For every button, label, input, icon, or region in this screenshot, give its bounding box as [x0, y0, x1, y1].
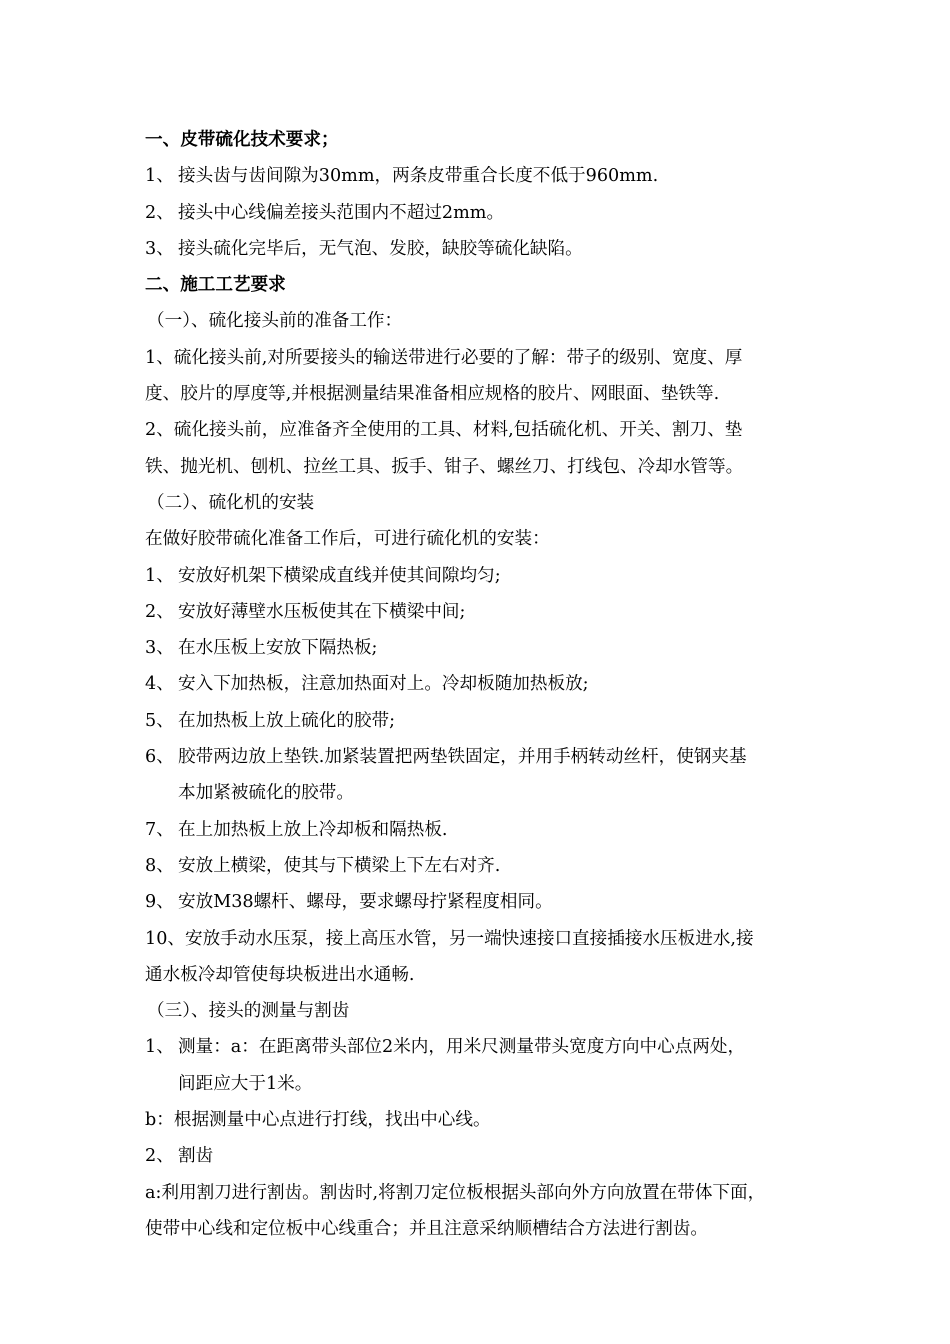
part3-measure-b: b：根据测量中心点进行打线，找出中心线。: [145, 1110, 491, 1131]
item-text: 在水压板上安放下隔热板;: [178, 638, 378, 659]
item-number: 2、: [145, 1146, 174, 1167]
part2-item: [145, 739, 835, 775]
part2-item: [145, 594, 835, 630]
item-text: 安放好机架下横梁成直线并使其间隙均匀;: [178, 565, 501, 586]
item-text: 接头齿与齿间隙为30mm，两条皮带重合长度不低于960mm.: [178, 166, 659, 187]
item-text: 安放好薄壁水压板使其在下横梁中间;: [178, 601, 466, 622]
part3-measure-continuation: 间距应大于1米。: [178, 1073, 313, 1094]
item-number: 4、: [145, 674, 174, 695]
section1-item-2: [145, 195, 835, 231]
item-number: 6、: [145, 747, 174, 768]
part2-title: （二）、硫化机的安装: [147, 492, 315, 513]
item-text: 在加热板上放上硫化的胶带;: [178, 710, 396, 731]
item-text: 在上加热板上放上冷却板和隔热板.: [178, 819, 448, 840]
item-text: 安入下加热板，注意加热面对上。冷却板随加热板放;: [178, 674, 589, 695]
part2-item: [145, 630, 835, 666]
part2-item: [145, 884, 835, 920]
part2-item-continuation: [145, 775, 835, 811]
item-number: 7、: [145, 819, 174, 840]
part2-item: [145, 848, 835, 884]
item-text: 胶带两边放上垫铁.加紧装置把两垫铁固定，并用手柄转动丝杆，使钢夹基: [178, 747, 747, 768]
part2-item: [145, 703, 835, 739]
item-number: 5、: [145, 710, 174, 731]
part1-line: 度、胶片的厚度等,并根据测量结果准备相应规格的胶片、网眼面、垫铁等.: [145, 384, 720, 405]
item-text: 割齿: [178, 1146, 214, 1167]
part3-title: （三）、接头的测量与割齿: [147, 1001, 350, 1022]
section1-item-3: [145, 231, 835, 267]
item-text: 接头中心线偏差接头范围内不超过2mm。: [178, 202, 505, 223]
part3-cut-line: a:利用割刀进行割齿。割齿时,将割刀定位板根据头部向外方向放置在带体下面，: [145, 1182, 766, 1203]
item-number: 8、: [145, 855, 174, 876]
item-text: 本加紧被硫化的胶带。: [178, 783, 354, 804]
part2-intro: 在做好胶带硫化准备工作后，可进行硫化机的安装：: [145, 529, 550, 550]
part1-title: （一）、硫化接头前的准备工作：: [147, 311, 403, 332]
item-number: 2、: [145, 202, 174, 223]
item-number: 9、: [145, 892, 174, 913]
item-number: 1、: [145, 565, 174, 586]
item-text: 接头硫化完毕后，无气泡、发胶，缺胶等硫化缺陷。: [178, 238, 583, 259]
part1-line: 铁、抛光机、刨机、拉丝工具、扳手、钳子、螺丝刀、打线包、冷却水管等。: [145, 456, 744, 477]
item-text: 安放上横梁，使其与下横梁上下左右对齐.: [178, 855, 501, 876]
section2-heading: 二、施工工艺要求: [145, 274, 286, 296]
part2-item-10: 10、安放手动水压泵，接上高压水管，另一端快速接口直接插接水压板进水,接: [145, 928, 754, 949]
part2-item: [145, 558, 835, 594]
section1-item-1: [145, 158, 835, 194]
section1-heading: 一、皮带硫化技术要求；: [145, 129, 339, 150]
part2-item: [145, 666, 835, 702]
item-number: 3、: [145, 238, 174, 259]
part2-item-10-continuation: 通水板冷却管使每块板进出水通畅.: [145, 964, 415, 985]
item-number: 3、: [145, 638, 174, 659]
document-body: [145, 122, 835, 1247]
part1-line: 1、硫化接头前,对所要接头的输送带进行必要的了解：带子的级别、宽度、厚: [145, 347, 743, 368]
part3-measure: [145, 1029, 835, 1065]
part2-item: [145, 812, 835, 848]
item-number: [145, 775, 178, 811]
part3-cut-line: 使带中心线和定位板中心线重合；并且注意采纳顺槽结合方法进行割齿。: [145, 1218, 709, 1239]
item-text: 安放M38螺杆、螺母，要求螺母拧紧程度相同。: [178, 892, 553, 913]
item-number: 1、: [145, 1037, 174, 1058]
item-number: 1、: [145, 166, 174, 187]
item-number: 2、: [145, 601, 174, 622]
part3-cut: [145, 1138, 835, 1174]
part1-line: 2、硫化接头前，应准备齐全使用的工具、材料,包括硫化机、开关、割刀、垫: [145, 420, 743, 441]
item-text: 测量：a：在距离带头部位2米内，用米尺测量带头宽度方向中心点两处，: [178, 1037, 746, 1058]
